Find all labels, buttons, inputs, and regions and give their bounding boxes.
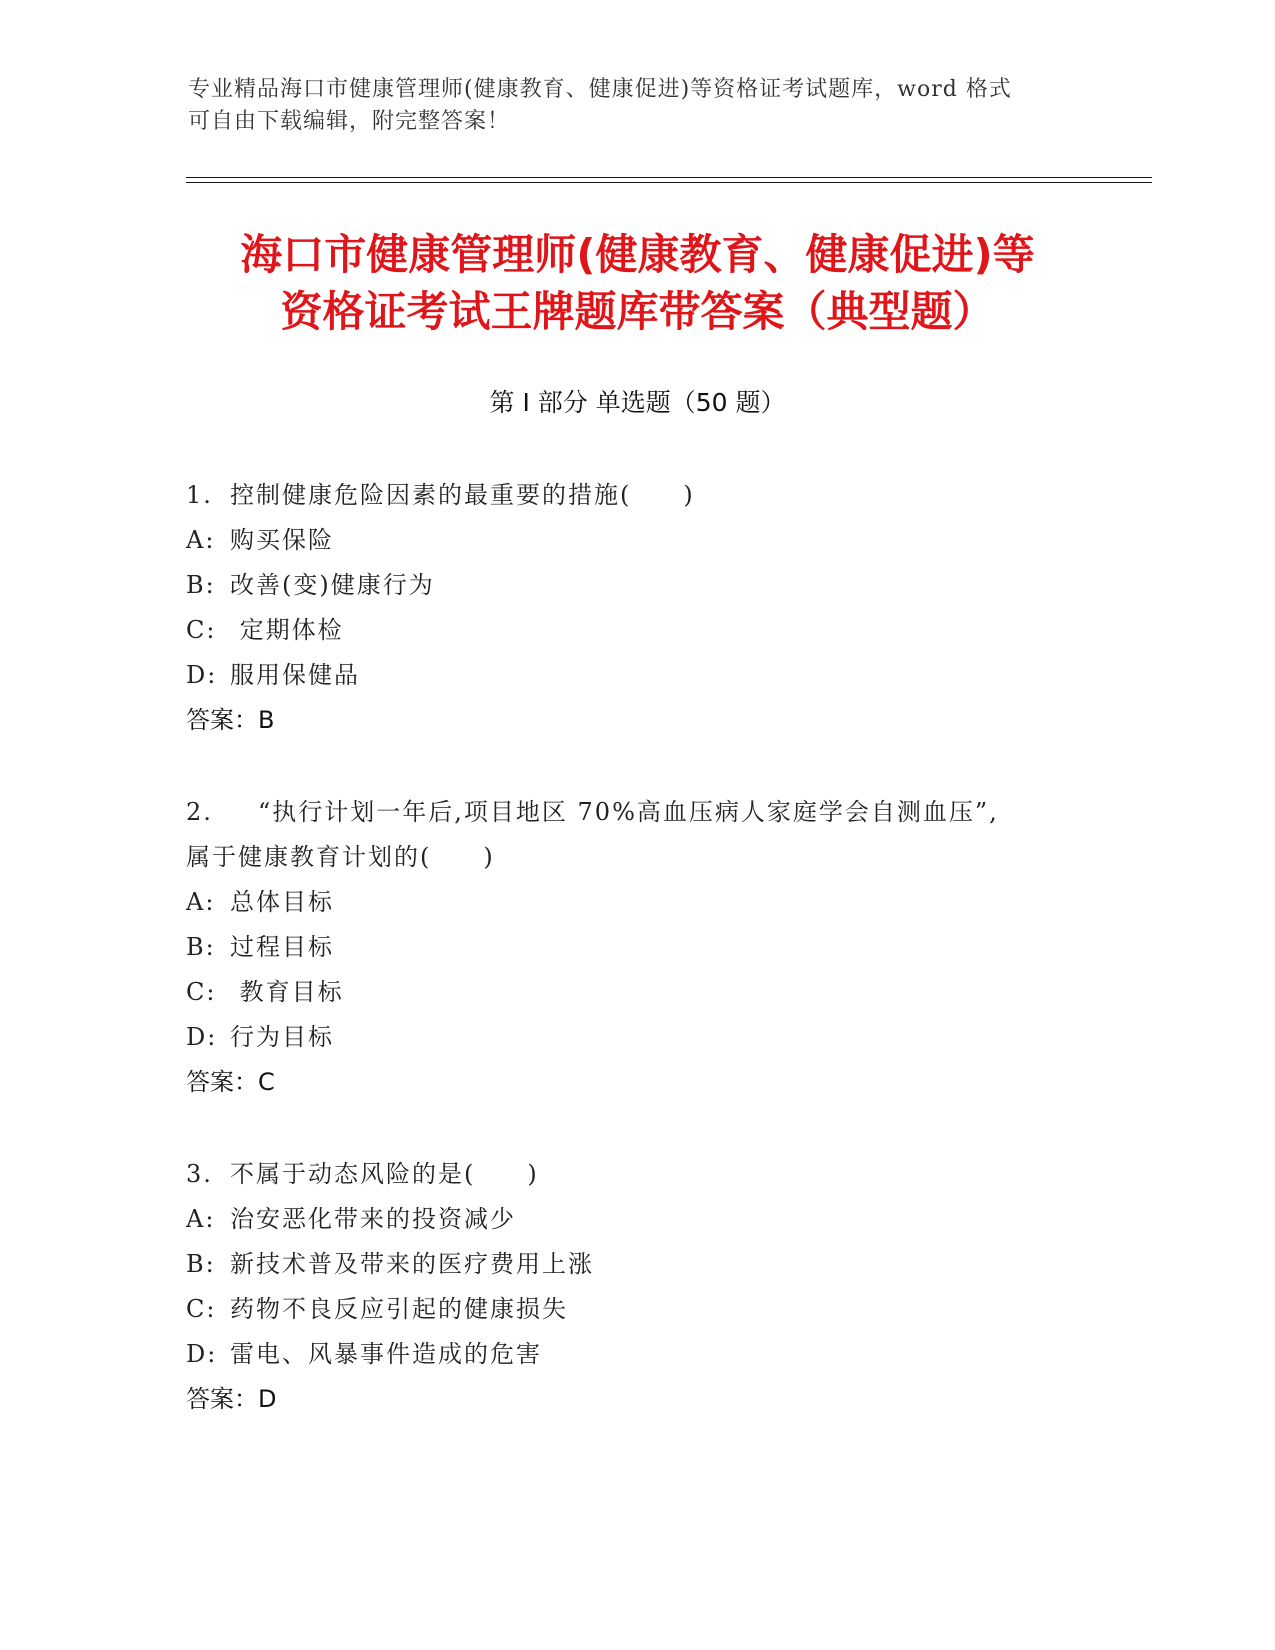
section-heading: 第 I 部分 单选题（50 题） <box>489 388 786 417</box>
option-c <box>186 1287 1086 1332</box>
question-text: “执行计划一年后,项目地区 70%高血压病人家庭学会自测血压”, <box>258 798 999 826</box>
option-text: 购买保险 <box>230 526 334 554</box>
option-text: 定期体检 <box>230 616 344 644</box>
option-key: B: <box>186 1250 216 1278</box>
option-text: 教育目标 <box>230 978 344 1006</box>
option-key: D: <box>186 1023 218 1051</box>
question-2 <box>186 790 1086 1105</box>
question-number: 3. <box>186 1160 213 1188</box>
option-b <box>186 563 1086 608</box>
option-text: 服用保健品 <box>230 661 360 689</box>
question-stem <box>186 473 1086 518</box>
question-text: 不属于动态风险的是( ) <box>230 1160 539 1188</box>
option-b <box>186 925 1086 970</box>
question-number: 1. <box>186 481 213 509</box>
answer-value: B <box>258 706 275 734</box>
option-key: C: <box>186 978 217 1006</box>
option-d <box>186 653 1086 698</box>
option-key: A: <box>186 526 216 554</box>
option-a <box>186 1197 1086 1242</box>
option-key: B: <box>186 933 216 961</box>
option-text: 改善(变)健康行为 <box>230 571 435 599</box>
option-key: D: <box>186 1340 218 1368</box>
option-key: C: <box>186 616 217 644</box>
question-text: 控制健康危险因素的最重要的措施( ) <box>230 481 695 509</box>
answer-label: 答案： <box>186 706 258 734</box>
option-a <box>186 518 1086 563</box>
answer-value: C <box>258 1068 275 1096</box>
answer-line <box>186 698 1086 743</box>
option-key: D: <box>186 661 218 689</box>
question-number: 2. <box>186 798 213 826</box>
option-text: 总体目标 <box>230 888 334 916</box>
answer-label: 答案： <box>186 1068 258 1096</box>
option-text: 行为目标 <box>230 1023 334 1051</box>
header-note-line-2: 可自由下载编辑，附完整答案！ <box>188 109 511 134</box>
header-divider-bottom <box>186 182 1152 183</box>
answer-line <box>186 1060 1086 1105</box>
option-c <box>186 608 1086 653</box>
option-key: A: <box>186 1205 216 1233</box>
option-text: 雷电、风暴事件造成的危害 <box>230 1340 542 1368</box>
option-text: 过程目标 <box>230 933 334 961</box>
option-text: 药物不良反应引起的健康损失 <box>230 1295 568 1323</box>
question-stem <box>186 790 1086 835</box>
option-key: C: <box>186 1295 217 1323</box>
option-d <box>186 1332 1086 1377</box>
header-note <box>188 74 1068 138</box>
header-note-line-1: 专业精品海口市健康管理师(健康教育、健康促进)等资格证考试题库，word 格式 <box>188 77 1012 102</box>
document-title <box>150 226 1125 340</box>
option-key: B: <box>186 571 216 599</box>
question-stem-continued: 属于健康教育计划的( ) <box>186 843 495 871</box>
header-divider-top <box>186 177 1152 178</box>
document-title-line-1: 海口市健康管理师(健康教育、健康促进)等 <box>240 230 1035 279</box>
option-text: 治安恶化带来的投资减少 <box>230 1205 516 1233</box>
option-b <box>186 1242 1086 1287</box>
option-d <box>186 1015 1086 1060</box>
answer-line <box>186 1377 1086 1422</box>
question-3 <box>186 1152 1086 1422</box>
option-key: A: <box>186 888 216 916</box>
answer-value: D <box>258 1385 277 1413</box>
option-text: 新技术普及带来的医疗费用上涨 <box>230 1250 594 1278</box>
answer-label: 答案： <box>186 1385 258 1413</box>
option-c <box>186 970 1086 1015</box>
question-1 <box>186 473 1086 743</box>
option-a <box>186 880 1086 925</box>
document-title-line-2: 资格证考试王牌题库带答案（典型题） <box>280 287 995 336</box>
question-stem <box>186 1152 1086 1197</box>
